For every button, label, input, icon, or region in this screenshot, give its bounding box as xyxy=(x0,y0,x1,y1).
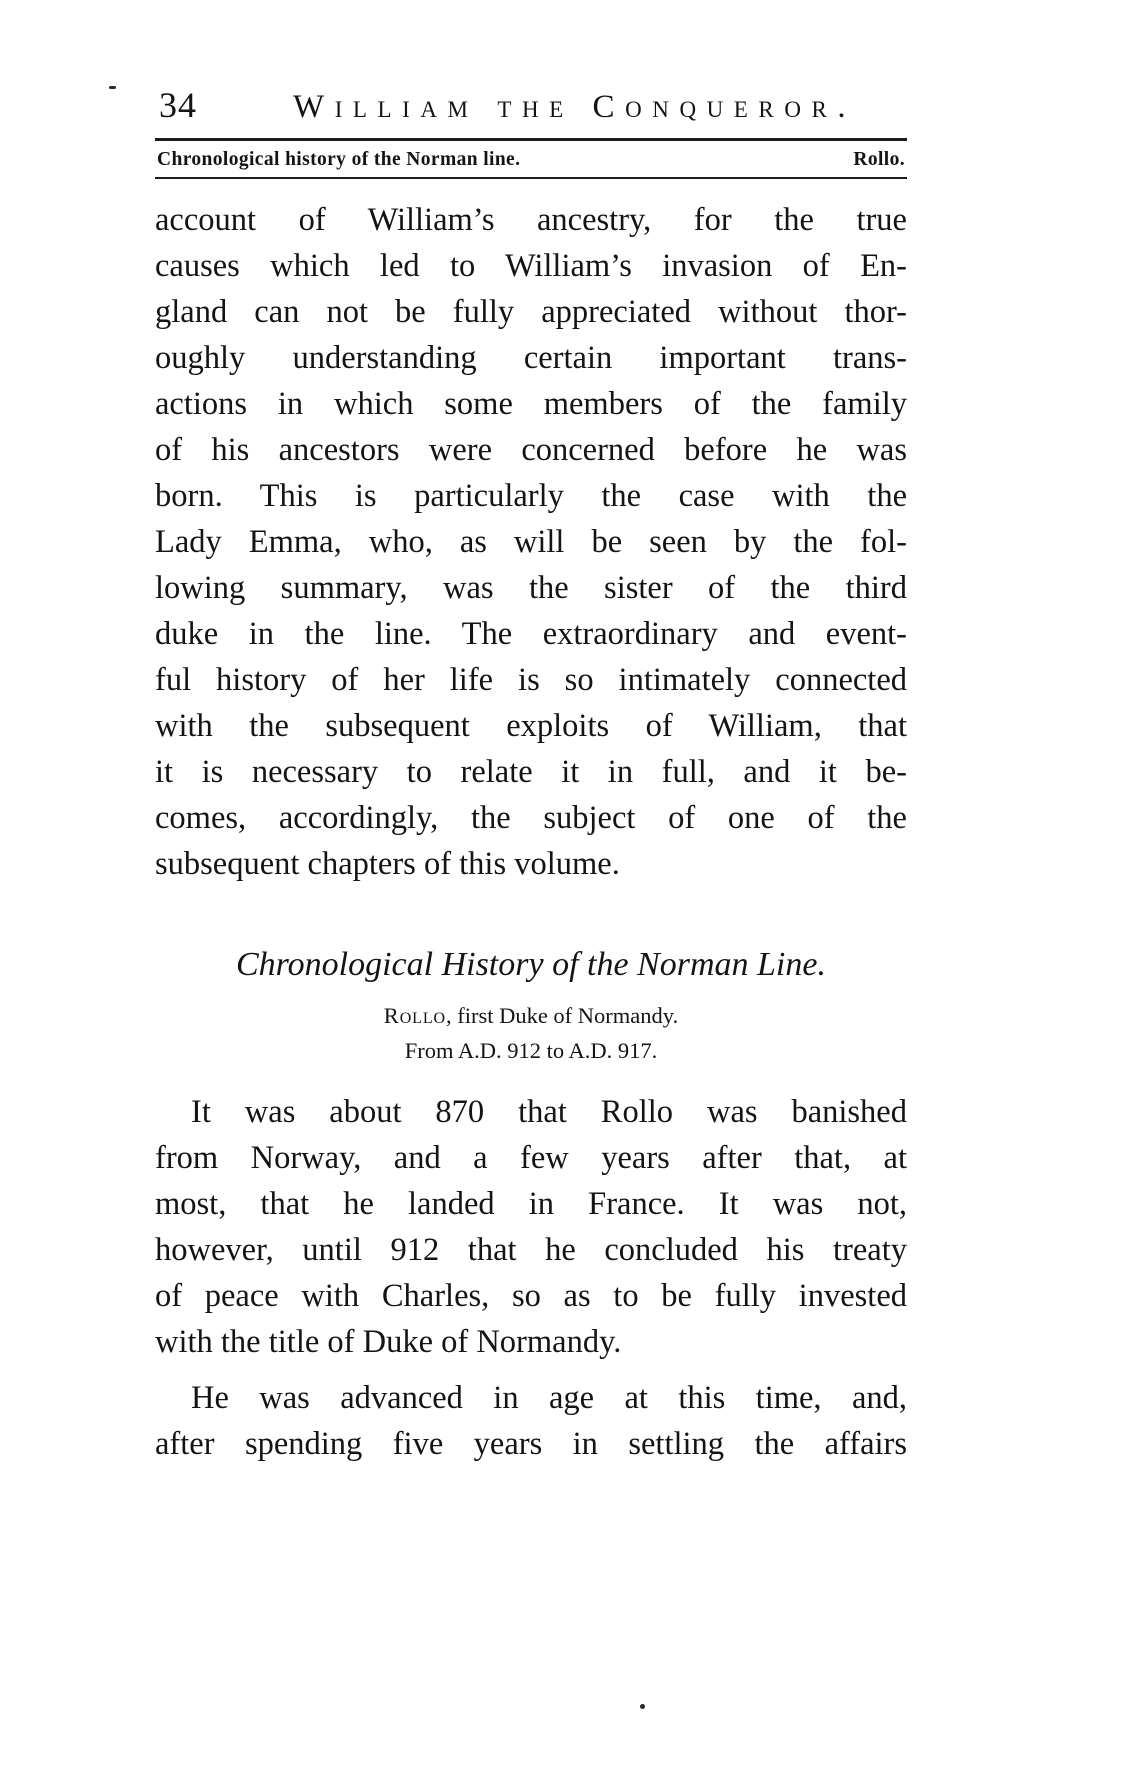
text-line: It was about 870 that Rollo was banished xyxy=(191,1094,907,1130)
text-line: from Norway, and a few years after that, at xyxy=(155,1140,907,1176)
text-line: it is necessary to relate it in full, and it be- xyxy=(155,754,907,790)
text-line: however, until 912 that he concluded his treaty xyxy=(155,1232,907,1268)
text-line: duke in the line. The extraordinary and event- xyxy=(155,616,907,652)
text-line: with the subsequent exploits of William, that xyxy=(155,708,907,744)
text-line: ful history of her life is so intimately connected xyxy=(155,662,907,698)
header-rule-bottom xyxy=(155,177,907,179)
text-line: with the title of Duke of Normandy. xyxy=(155,1324,622,1360)
text-line: born. This is particularly the case with the xyxy=(155,478,907,514)
text-line: gland can not be fully appreciated without thor- xyxy=(155,294,907,330)
running-head-left: Chronological history of the Norman line. xyxy=(157,149,521,170)
scan-artifact xyxy=(640,1704,645,1709)
text-line: comes, accordingly, the subject of one of the xyxy=(155,800,907,836)
scan-artifact xyxy=(109,86,116,89)
page-header xyxy=(155,84,907,136)
text-line: He was advanced in age at this time, and, xyxy=(191,1380,907,1416)
text-line: after spending five years in settling the affairs xyxy=(155,1426,907,1462)
subheading-smallcaps: Rollo xyxy=(383,1003,446,1028)
subheading-rest: , first Duke of Normandy. xyxy=(445,1003,679,1028)
section-heading: Chronological History of the Norman Line. xyxy=(236,946,826,983)
text-line: account of William’s ancestry, for the true xyxy=(155,202,907,238)
running-head xyxy=(155,141,907,177)
text-line: of peace with Charles, so as to be fully invested xyxy=(155,1278,907,1314)
paragraph-2 xyxy=(155,1089,907,1365)
page-content xyxy=(155,84,907,1467)
text-line: oughly understanding certain important trans- xyxy=(155,340,907,376)
paragraph-3 xyxy=(155,1375,907,1467)
text-line: most, that he landed in France. It was not, xyxy=(155,1186,907,1222)
text-line: lowing summary, was the sister of the third xyxy=(155,570,907,606)
text-line: of his ancestors were concerned before he was xyxy=(155,432,907,468)
subheading-dates: From A.D. 912 to A.D. 917. xyxy=(404,1038,658,1063)
text-line: actions in which some members of the family xyxy=(155,386,907,422)
subheading-rollo xyxy=(155,999,907,1032)
page-title: William the Conqueror. xyxy=(293,89,857,125)
body-text xyxy=(155,197,907,1467)
text-line: subsequent chapters of this volume. xyxy=(155,846,620,882)
text-line: causes which led to William’s invasion of En- xyxy=(155,248,907,284)
running-head-right: Rollo. xyxy=(853,149,905,170)
text-line: Lady Emma, who, as will be seen by the fol- xyxy=(155,524,907,560)
paragraph-1 xyxy=(155,197,907,887)
page-number: 34 xyxy=(159,85,197,125)
